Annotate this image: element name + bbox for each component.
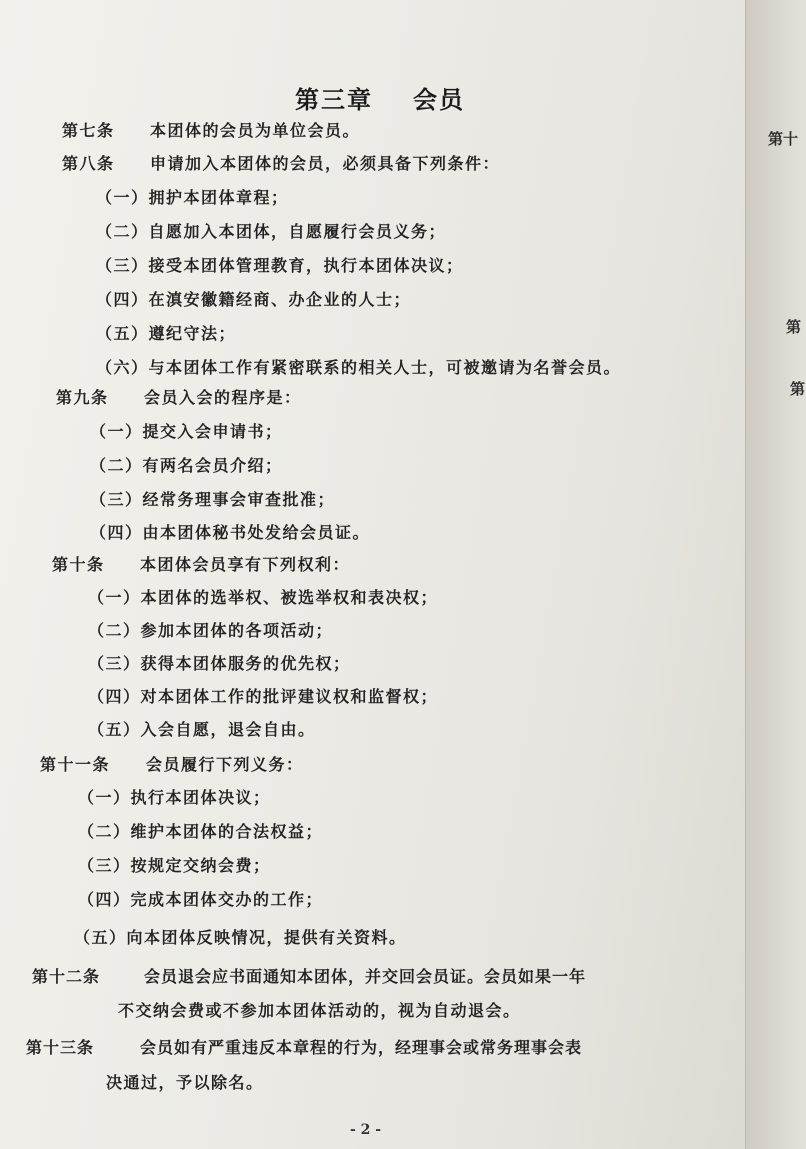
list-item: （四）由本团体秘书处发给会员证。 <box>90 523 371 542</box>
list-item: （一）拥护本团体章程； <box>96 188 289 207</box>
chapter-number: 第三章 <box>295 85 373 114</box>
list-item: （三）接受本团体管理教育，执行本团体决议； <box>96 256 464 275</box>
list-item: （二）有两名会员介绍； <box>90 456 283 475</box>
list-item: （五）入会自愿，退会自由。 <box>88 720 316 739</box>
list-item: （二）维护本团体的合法权益； <box>78 822 324 841</box>
list-item: （三）按规定交纳会费； <box>78 856 271 875</box>
next-page-fragment: 第 <box>790 380 806 398</box>
list-item: （三）获得本团体服务的优先权； <box>88 654 351 673</box>
list-item: （一）本团体的选举权、被选举权和表决权； <box>88 588 439 607</box>
list-item: （一）提交入会申请书； <box>90 422 283 441</box>
article-label: 第十一条 <box>40 755 111 774</box>
article-text: 会员如有严重违反本章程的行为，经理事会或常务理事会表 <box>140 1038 583 1057</box>
next-page-edge <box>745 0 806 1149</box>
list-item: （二）参加本团体的各项活动； <box>88 621 334 640</box>
article-label: 第十二条 <box>32 967 101 986</box>
list-item: （四）在滇安徽籍经商、办企业的人士； <box>96 290 412 309</box>
article-12 <box>32 964 586 987</box>
article-text: 本团体会员享有下列权利： <box>140 555 351 574</box>
list-item: （三）经常务理事会审查批准； <box>90 490 336 509</box>
page-number: - 2 - <box>350 1122 382 1138</box>
article-text: 会员退会应书面通知本团体，并交回会员证。会员如果一年 <box>144 967 587 986</box>
next-page-fragment: 第 <box>786 318 802 336</box>
list-item: （六）与本团体工作有紧密联系的相关人士，可被邀请为名誉会员。 <box>96 358 622 377</box>
chapter-name: 会员 <box>413 85 465 114</box>
article-text: 本团体的会员为单位会员。 <box>150 121 361 140</box>
article-8 <box>62 151 500 174</box>
list-item: （五）向本团体反映情况，提供有关资料。 <box>74 928 407 947</box>
article-text: 会员入会的程序是： <box>144 388 302 407</box>
article-11 <box>40 752 304 775</box>
article-continuation: 决通过，予以除名。 <box>106 1073 264 1092</box>
next-page-fragment: 第十 <box>768 130 799 148</box>
article-7 <box>62 118 360 141</box>
article-label: 第九条 <box>56 388 109 407</box>
article-label: 第七条 <box>62 121 115 140</box>
article-10 <box>52 552 350 575</box>
list-item: （一）执行本团体决议； <box>78 788 271 807</box>
article-text: 会员履行下列义务： <box>146 755 304 774</box>
chapter-title <box>0 80 760 115</box>
article-text: 申请加入本团体的会员，必须具备下列条件： <box>150 154 501 173</box>
article-label: 第十条 <box>52 555 105 574</box>
list-item: （二）自愿加入本团体，自愿履行会员义务； <box>96 222 447 241</box>
article-13 <box>26 1035 582 1058</box>
list-item: （四）对本团体工作的批评建议权和监督权； <box>88 687 439 706</box>
article-label: 第八条 <box>62 154 115 173</box>
list-item: （五）遵纪守法； <box>96 324 237 343</box>
article-label: 第十三条 <box>26 1038 95 1057</box>
list-item: （四）完成本团体交办的工作； <box>78 890 324 909</box>
article-9 <box>56 385 302 408</box>
article-continuation: 不交纳会费或不参加本团体活动的，视为自动退会。 <box>118 1001 521 1020</box>
